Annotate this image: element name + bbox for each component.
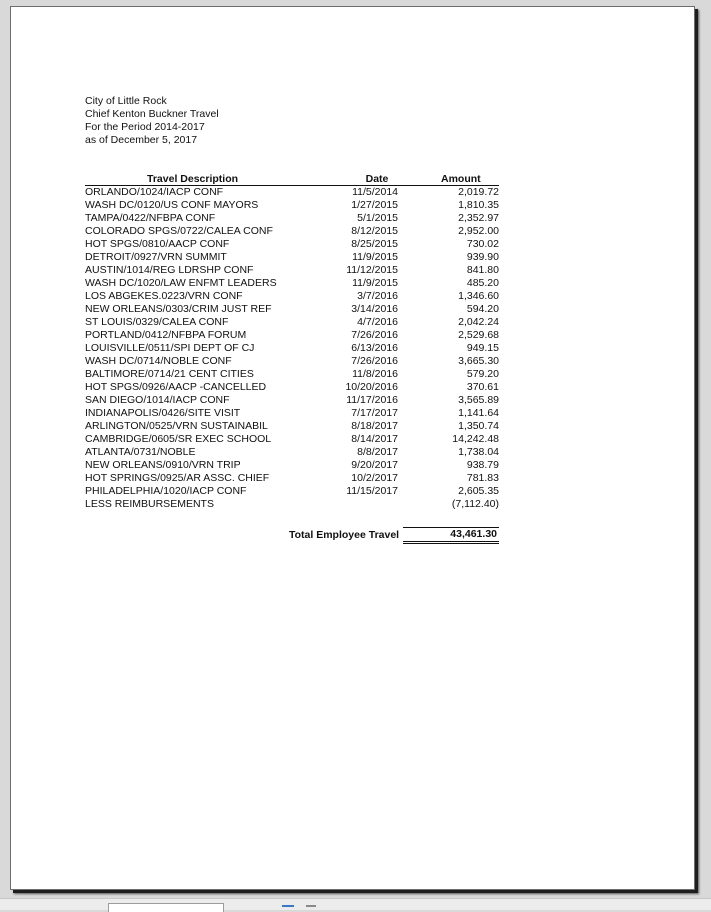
row-description: NEW ORLEANS/0303/CRIM JUST REF [85,303,272,315]
row-date: 8/18/2017 [351,420,398,432]
row-date: 4/7/2016 [357,316,398,328]
row-description: WASH DC/1020/LAW ENFMT LEADERS [85,277,277,289]
row-date: 10/2/2017 [351,472,398,484]
row-amount: 1,738.04 [458,446,499,458]
row-amount: 841.80 [466,264,499,276]
table-row [85,459,499,472]
table-row [85,290,499,303]
row-amount: 2,529.68 [458,329,499,341]
table-row [85,394,499,407]
row-amount: 2,952.00 [458,225,499,237]
row-amount: 14,242.48 [452,433,499,445]
table-row [85,238,499,251]
row-description: ARLINGTON/0525/VRN SUSTAINABIL [85,420,268,432]
row-description: BALTIMORE/0714/21 CENT CITIES [85,368,254,380]
row-date: 11/8/2016 [352,368,398,380]
total-row [289,528,499,542]
report-header [85,95,219,147]
table-row [85,472,499,485]
row-description: INDIANAPOLIS/0426/SITE VISIT [85,407,241,419]
row-amount: (7,112.40) [451,498,499,510]
total-value: 43,461.30 [403,527,499,544]
table-row [85,186,499,199]
column-header-amount: Amount [441,173,481,185]
row-amount: 2,019.72 [458,186,499,198]
row-date: 11/9/2015 [352,277,398,289]
table-row [85,212,499,225]
table-row [85,485,499,498]
table-header [85,173,499,185]
row-description: LESS REIMBURSEMENTS [85,498,214,510]
row-description: HOT SPRINGS/0925/AR ASSC. CHIEF [85,472,270,484]
row-date: 8/25/2015 [351,238,398,250]
table-row [85,303,499,316]
row-amount: 1,810.35 [458,199,499,211]
row-amount: 781.83 [466,472,499,484]
row-amount: 370.61 [466,381,499,393]
row-amount: 1,346.60 [458,290,499,302]
table-row [85,355,499,368]
header-date: as of December 5, 2017 [85,134,198,146]
column-header-description: Travel Description [147,173,239,185]
row-date [338,498,398,511]
row-amount: 485.20 [466,277,499,289]
row-description: DETROIT/0927/VRN SUMMIT [85,251,227,263]
table-row [85,264,499,277]
table-row [85,199,499,212]
row-amount: 938.79 [466,459,499,471]
row-description: AUSTIN/1014/REG LDRSHP CONF [85,264,254,276]
row-description: ST LOUIS/0329/CALEA CONF [85,316,229,328]
row-description: ORLANDO/1024/IACP CONF [85,186,224,198]
layout-icon[interactable] [306,905,316,911]
row-date: 8/8/2017 [357,446,398,458]
row-date: 7/26/2016 [351,329,398,341]
row-description: HOT SPGS/0926/AACP -CANCELLED [85,381,267,393]
row-amount: 579.20 [466,368,499,380]
row-description: TAMPA/0422/NFBPA CONF [85,212,216,224]
column-header-date: Date [365,173,389,185]
header-period: For the Period 2014-2017 [85,121,205,133]
table-row [85,251,499,264]
table-row [85,407,499,420]
row-description: WASH DC/0120/US CONF MAYORS [85,199,259,211]
row-amount: 2,352.97 [458,212,499,224]
table-row [85,329,499,342]
row-date: 7/17/2017 [351,407,398,419]
document-page [10,6,695,890]
row-date: 8/12/2015 [351,225,398,237]
table-row [85,498,499,511]
row-date: 3/14/2016 [351,303,398,315]
row-amount: 3,665.30 [458,355,499,367]
table-row [85,446,499,459]
row-description: PORTLAND/0412/NFBPA FORUM [85,329,247,341]
row-amount: 1,350.74 [458,420,499,432]
travel-table [85,173,499,511]
row-amount: 949.15 [466,342,499,354]
table-row [85,316,499,329]
row-amount: 2,042.24 [458,316,499,328]
row-description: SAN DIEGO/1014/IACP CONF [85,394,230,406]
row-amount: 730.02 [466,238,499,250]
table-row [85,368,499,381]
row-description: COLORADO SPGS/0722/CALEA CONF [85,225,273,237]
row-description: HOT SPGS/0810/AACP CONF [85,238,230,250]
total-label: Total Employee Travel [289,529,400,541]
row-date: 11/9/2015 [352,251,398,263]
row-description: CAMBRIDGE/0605/SR EXEC SCHOOL [85,433,272,445]
row-date: 3/7/2016 [357,290,398,302]
row-amount: 3,565.89 [458,394,499,406]
table-row [85,277,499,290]
row-amount: 939.90 [466,251,499,263]
row-description: LOUISVILLE/0511/SPI DEPT OF CJ [85,342,255,354]
row-description: ATLANTA/0731/NOBLE [85,446,196,458]
row-date: 9/20/2017 [351,459,398,471]
row-description: WASH DC/0714/NOBLE CONF [85,355,232,367]
header-city: City of Little Rock [85,95,167,107]
table-row [85,420,499,433]
row-description: LOS ABGEKES.0223/VRN CONF [85,290,243,302]
row-date: 7/26/2016 [351,355,398,367]
page-field[interactable] [108,903,224,912]
row-date: 11/12/2015 [346,264,398,276]
table-row [85,225,499,238]
row-date: 11/15/2017 [346,485,398,497]
row-date: 1/27/2015 [351,199,398,211]
row-description: NEW ORLEANS/0910/VRN TRIP [85,459,241,471]
row-date: 6/13/2016 [351,342,398,354]
row-amount: 2,605.35 [458,485,499,497]
table-row [85,433,499,446]
table-row [85,342,499,355]
row-description: PHILADELPHIA/1020/IACP CONF [85,485,247,497]
header-title: Chief Kenton Buckner Travel [85,108,219,120]
row-amount: 594.20 [466,303,499,315]
view-icon[interactable] [282,905,294,911]
row-date: 10/20/2016 [345,381,398,393]
row-amount: 1,141.64 [458,407,499,419]
row-date: 8/14/2017 [351,433,398,445]
row-date: 5/1/2015 [357,212,398,224]
status-bar [0,898,711,910]
table-row [85,381,499,394]
table-body [85,186,499,511]
row-date: 11/17/2016 [346,394,398,406]
row-date: 11/5/2014 [352,186,398,198]
